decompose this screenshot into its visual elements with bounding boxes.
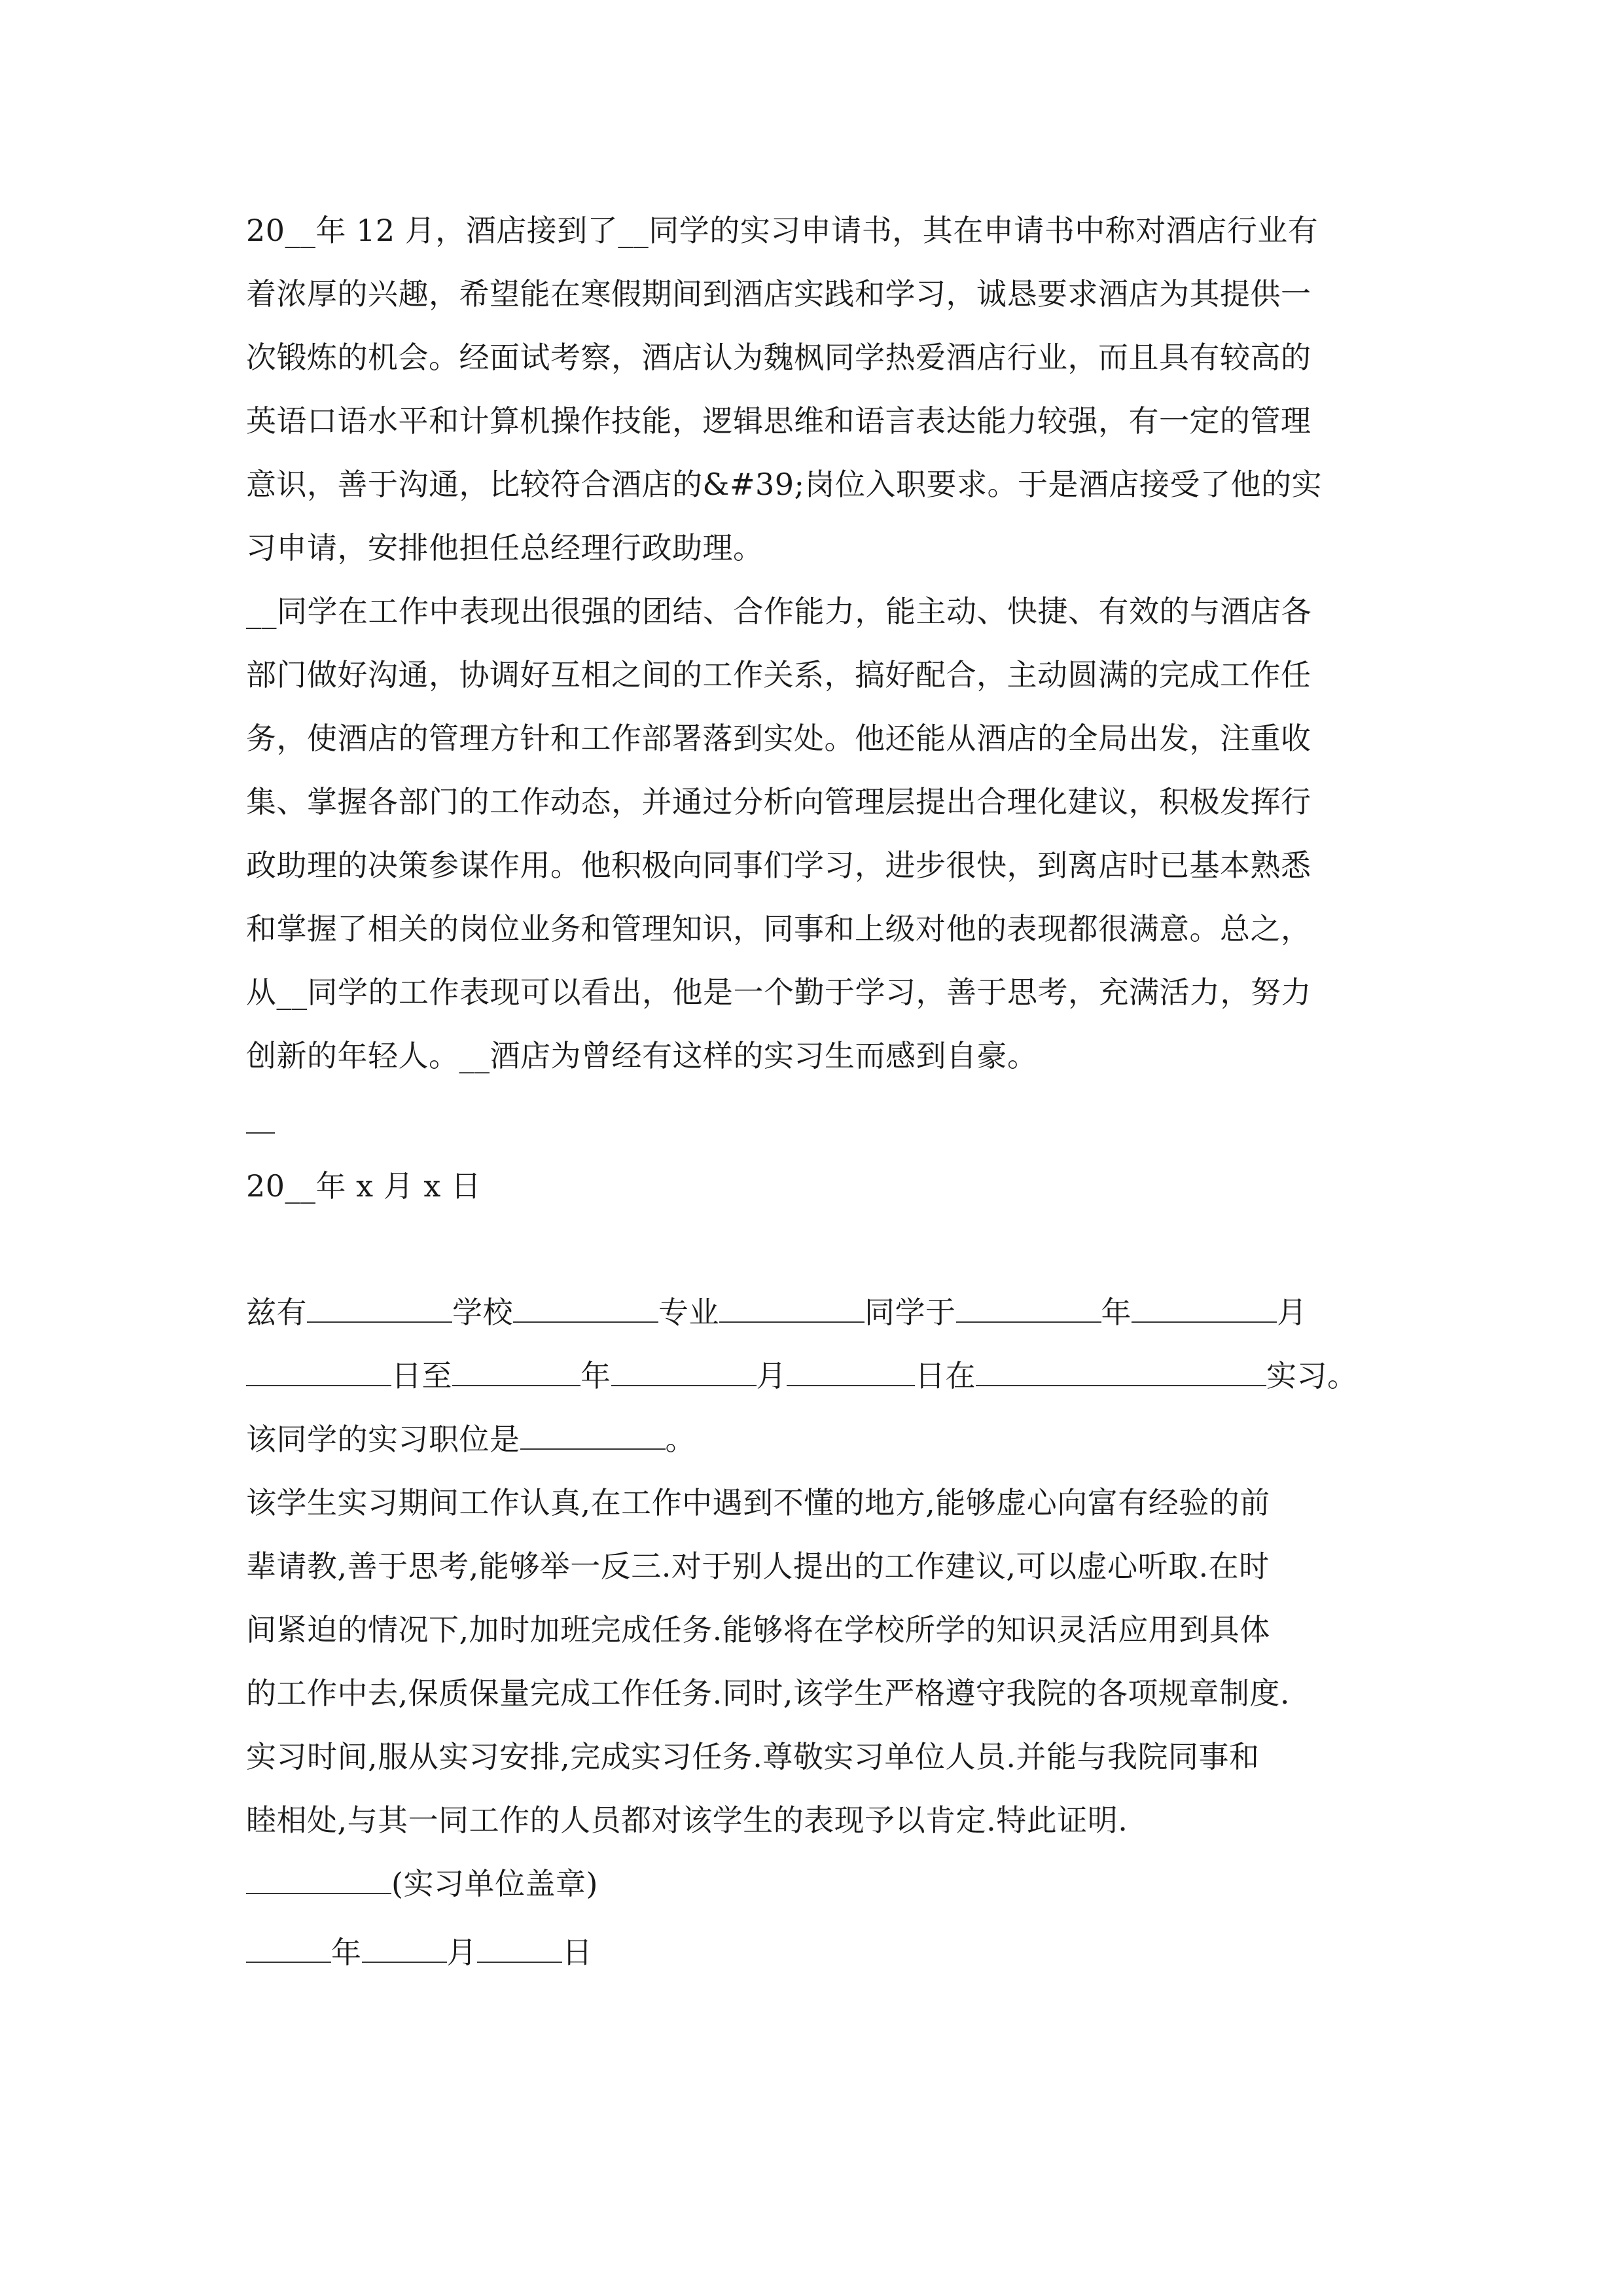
blank-sign-year [246, 1933, 331, 1963]
blank-position [520, 1420, 666, 1450]
signature-line [246, 1132, 275, 1134]
letter1-p2-line-7: 从__同学的工作表现可以看出，他是一个勤于学习，善于思考，充满活力，努力 [246, 975, 1311, 1010]
cert-date-month: 月 [446, 1935, 477, 1970]
letter1-p2-line-6: 和掌握了相关的岗位业务和管理知识，同事和上级对他的表现都很满意。总之， [246, 911, 1311, 946]
blank-major [719, 1293, 865, 1323]
certificate-position-line [246, 1420, 696, 1459]
cert-text-internship: 实习。 [1266, 1358, 1358, 1393]
stamp-label: (实习单位盖章) [391, 1866, 598, 1901]
cert-text-end-year: 年 [580, 1358, 611, 1393]
letter1-p2-line-2: 部门做好沟通，协调好互相之间的工作关系，搞好配合，主动圆满的完成工作任 [246, 657, 1311, 692]
cert-text-day-to: 日至 [391, 1358, 452, 1393]
cert-date-year: 年 [331, 1935, 362, 1970]
blank-end-day [787, 1356, 915, 1386]
blank-end-year [452, 1356, 580, 1386]
letter1-p2-line-8: 创新的年轻人。__酒店为曾经有这样的实习生而感到自豪。 [246, 1038, 1038, 1073]
cert-text-major: 专业 [658, 1295, 719, 1330]
cert-text-year: 年 [1101, 1295, 1132, 1330]
certificate-body-line-4: 的工作中去,保质保量完成工作任务.同时,该学生严格遵守我院的各项规章制度. [246, 1676, 1290, 1711]
blank-sign-day [477, 1933, 562, 1963]
certificate-body-line-2: 辈请教,善于思考,能够举一反三.对于别人提出的工作建议,可以虚心听取.在时 [246, 1549, 1270, 1584]
cert-date-day: 日 [562, 1935, 593, 1970]
letter1-p1-line-2: 着浓厚的兴趣，希望能在寒假期间到酒店实践和学习，诚恳要求酒店为其提供一 [246, 276, 1311, 312]
cert-text-student: 同学于 [865, 1295, 956, 1330]
cert-text-end-month: 月 [756, 1358, 787, 1393]
blank-name [307, 1293, 452, 1323]
blank-start-year [956, 1293, 1101, 1323]
blank-sign-month [362, 1933, 447, 1963]
certificate-body-line-6: 睦相处,与其一同工作的人员都对该学生的表现予以肯定.特此证明. [246, 1803, 1128, 1838]
cert-position-end: 。 [665, 1422, 696, 1457]
letter1-p2-line-3: 务，使酒店的管理方针和工作部署落到实处。他还能从酒店的全局出发，注重收 [246, 721, 1311, 756]
letter1-p2-line-5: 政助理的决策参谋作用。他积极向同事们学习，进步很快，到离店时已基本熟悉 [246, 848, 1311, 883]
letter1-p2-line-1: __同学在工作中表现出很强的团结、合作能力，能主动、快捷、有效的与酒店各 [246, 594, 1311, 629]
blank-school [513, 1293, 658, 1323]
letter1-p1-line-3: 次锻炼的机会。经面试考察，酒店认为魏枫同学热爱酒店行业，而且具有较高的 [246, 340, 1311, 375]
certificate-body-line-1: 该学生实习期间工作认真,在工作中遇到不懂的地方,能够虚心向富有经验的前 [246, 1485, 1270, 1520]
blank-start-day [246, 1356, 391, 1386]
cert-text-day-at: 日在 [915, 1358, 976, 1393]
blank-unit [246, 1864, 391, 1894]
letter1-p1-line-4: 英语口语水平和计算机操作技能，逻辑思维和语言表达能力较强，有一定的管理 [246, 403, 1311, 439]
certificate-line-2 [246, 1356, 1358, 1395]
cert-text-school: 学校 [452, 1295, 513, 1330]
certificate-line-1 [246, 1293, 1308, 1332]
certificate-stamp-line [246, 1864, 598, 1903]
cert-text-month: 月 [1277, 1295, 1308, 1330]
certificate-body-line-3: 间紧迫的情况下,加时加班完成任务.能够将在学校所学的知识灵活应用到具体 [246, 1612, 1270, 1647]
letter1-date: 20__年 x 月 x 日 [246, 1168, 482, 1204]
blank-start-month [1132, 1293, 1277, 1323]
cert-position-label: 该同学的实习职位是 [246, 1422, 520, 1457]
letter1-p1-line-1: 20__年 12 月，酒店接到了__同学的实习申请书，其在申请书中称对酒店行业有 [246, 213, 1319, 248]
cert-text-ziyou: 兹有 [246, 1295, 307, 1330]
letter1-p2-line-4: 集、掌握各部门的工作动态，并通过分析向管理层提出合理化建议，积极发挥行 [246, 784, 1311, 819]
blank-end-month [611, 1356, 757, 1386]
letter1-p1-line-6: 习申请，安排他担任总经理行政助理。 [246, 530, 764, 565]
letter1-p1-line-5: 意识，善于沟通，比较符合酒店的&#39;岗位入职要求。于是酒店接受了他的实 [246, 467, 1323, 502]
blank-location [976, 1356, 1266, 1386]
certificate-date-line [246, 1933, 593, 1972]
certificate-body-line-5: 实习时间,服从实习安排,完成实习任务.尊敬实习单位人员.并能与我院同事和 [246, 1739, 1260, 1774]
